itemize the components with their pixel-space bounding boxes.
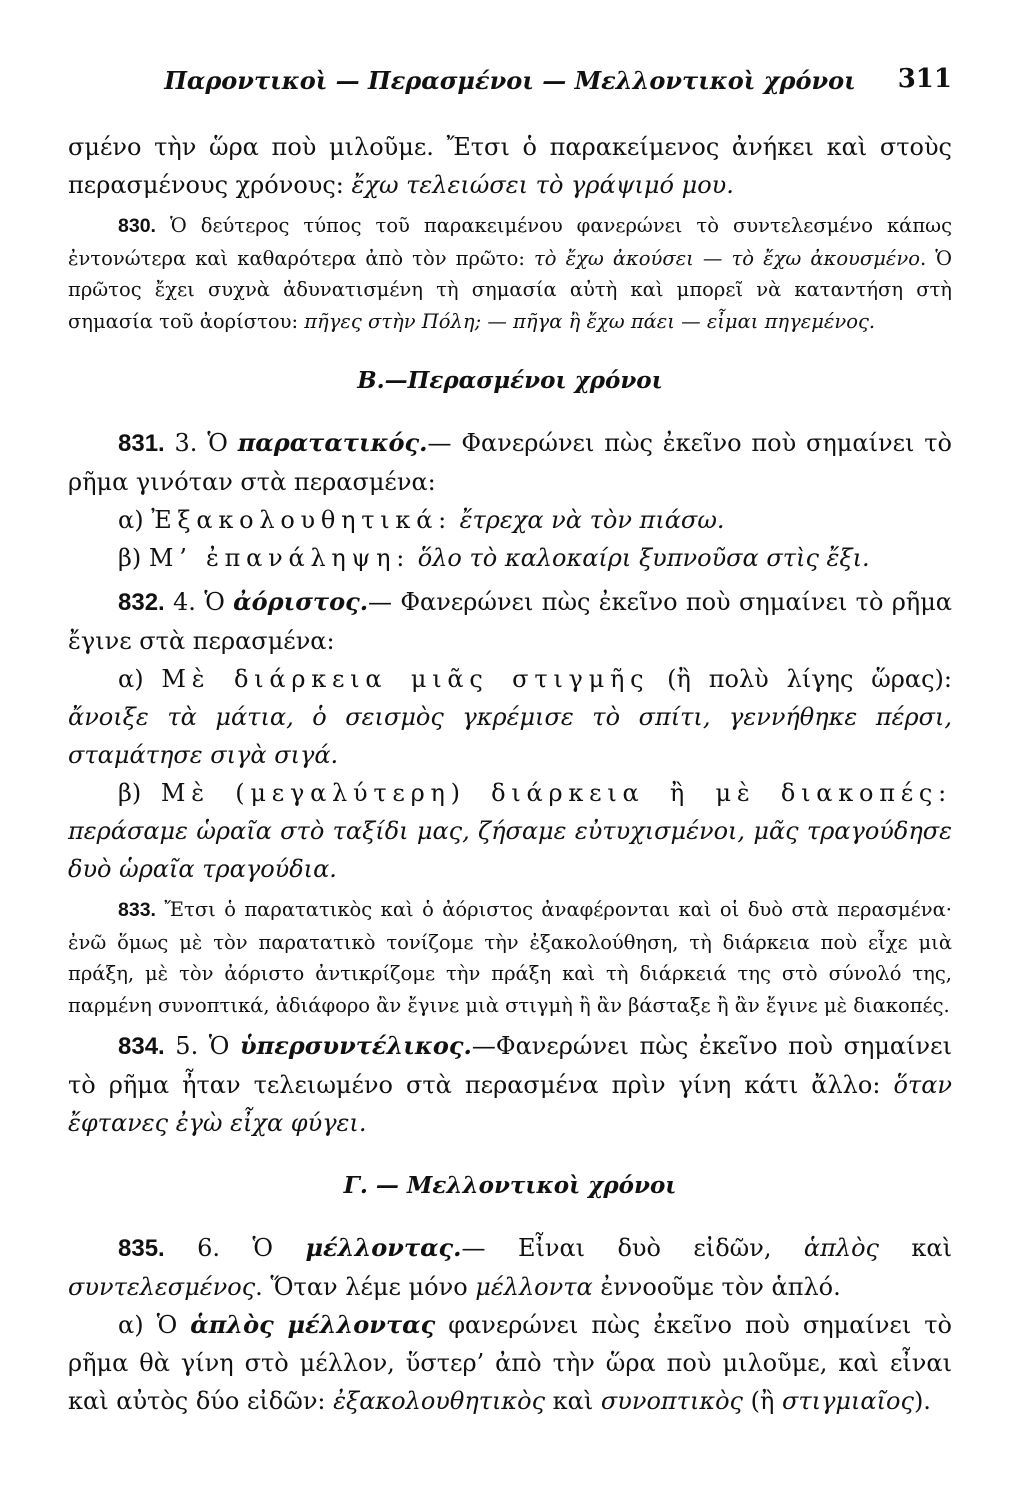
example: ἔτρεχα νὰ τὸν πιάσω. bbox=[452, 506, 725, 534]
paragraph-number: 833. bbox=[118, 899, 156, 921]
text: Ἔτσι ὁ παρατατικὸς καὶ ὁ ἀόριστος ἀναφέρονται καὶ οἱ δυὸ στὰ περασμένα· ἐνῶ ὅμως μὲ τὸν παρατατικὸ τονίζομε τὴν ἐξακολούθηση, τὴ διάρκεια ποὺ εἶχε μιὰ πράξη, μὲ τὸν ἀόριστο ἀντικρίζομε τὴν πράξη καὶ τὴ διάρκειά της στὸ σύνολό της, παρμένη συνοπτικά, ἀδιάφορο ἂν ἔγινε μιὰ στιγμὴ ἢ ἂν βάσταξε ἢ ἂν ἔγινε μὲ διακοπές. bbox=[68, 898, 952, 1017]
item-label: α) bbox=[118, 506, 152, 534]
spaced-term: Μὲ (μεγαλύτερη) διάρκεια ἢ μὲ διακοπές: bbox=[160, 779, 952, 807]
item-label: β) bbox=[118, 779, 161, 807]
example: ὅταν ἔφτανες ἐγὼ εἶχα φύγει. bbox=[68, 1071, 952, 1137]
item-831-a bbox=[68, 501, 952, 539]
text: Ὁ δεύτερος τύπος τοῦ παρακειμένου φανερώνει τὸ συντελεσμένο κάπως ἐντονώτερα καὶ καθαρότερα ἀπὸ τὸν πρῶτο: bbox=[68, 214, 952, 270]
paragraph-number: 834. bbox=[118, 1033, 165, 1060]
item-832-b bbox=[68, 774, 952, 888]
item-835-a bbox=[68, 1306, 952, 1420]
spaced-term: Ἐξακολουθητικά: bbox=[151, 506, 453, 534]
example: συνοπτικὸς bbox=[600, 1387, 743, 1415]
example: περάσαμε ὡραῖα στὸ ταξίδι μας, ζήσαμε εὐτυχισμένοι, μᾶς τραγούδησε δυὸ ὡραῖα τραγούδια. bbox=[68, 817, 952, 883]
item-label: α) Ὁ bbox=[118, 1311, 191, 1339]
example: ἐξακολουθητικὸς bbox=[333, 1387, 546, 1415]
term: ἁπλὸς μέλλοντας bbox=[190, 1310, 436, 1339]
running-title: Παροντικοὶ — Περασμένοι — Μελλοντικοὶ χρόνοι bbox=[164, 66, 856, 95]
example: τὸ ἔχω ἀκούσει — τὸ ἔχω ἀκουσμένο bbox=[533, 246, 920, 270]
intro-text: σμένο τὴν ὥρα ποὺ μιλοῦμε. Ἔτσι ὁ παρακείμενος ἀνήκει καὶ στοὺς περασμένους χρόνους: bbox=[68, 133, 952, 199]
page-header bbox=[68, 62, 952, 102]
example: μέλλοντα bbox=[475, 1273, 593, 1301]
term: ἀόριστος. bbox=[233, 587, 369, 616]
text: ἐννοοῦμε τὸν ἁπλό. bbox=[592, 1273, 841, 1301]
paragraph-834 bbox=[68, 1027, 952, 1142]
text: —Φανερώνει πὼς ἐκεῖνο ποὺ σημαίνει τὸ ρῆμα ἦταν τελειωμένο στὰ περασμένα πρὶν γίνη κάτι ἄλλο: bbox=[68, 1032, 952, 1099]
text: . Ὁ πρῶτος ἔχει συχνὰ ἀδυνατισμένη τὴ σημασία αὐτὴ καὶ μπορεῖ νὰ καταντήση στὴ σημασία τοῦ ἀορίστου: bbox=[68, 246, 952, 333]
spaced-term: Μὲ διάρκεια μιᾶς στιγμῆς bbox=[161, 665, 650, 693]
term: ὑπερσυντέλικος. bbox=[239, 1031, 472, 1060]
text: 4. Ὁ bbox=[164, 588, 234, 616]
example: ἁπλὸς bbox=[803, 1234, 879, 1262]
term: μέλλοντας. bbox=[305, 1233, 462, 1262]
text: καὶ bbox=[545, 1387, 601, 1415]
term: παρατατικός. bbox=[237, 428, 428, 457]
text: ). bbox=[913, 1387, 931, 1415]
item-label: α) bbox=[118, 665, 162, 693]
paragraph-number: 830. bbox=[118, 215, 156, 237]
text: 6. Ὁ bbox=[164, 1234, 306, 1262]
paragraph-833 bbox=[68, 894, 952, 1021]
text: (ἢ πολὺ λίγης ὥρας): bbox=[649, 665, 952, 693]
text: — Εἶναι δυὸ εἰδῶν, bbox=[461, 1234, 804, 1262]
paragraph-number: 832. bbox=[118, 589, 165, 616]
paragraph-832 bbox=[68, 583, 952, 660]
example: ὅλο τὸ καλοκαίρι ξυπνοῦσα στὶς ἔξι. bbox=[410, 544, 870, 572]
text: — Φανερώνει πὼς ἐκεῖνο ποὺ σημαίνει τὸ ρῆμα ἔγινε στὰ περασμένα: bbox=[68, 588, 952, 655]
text: — Φανερώνει πὼς ἐκεῖνο ποὺ σημαίνει τὸ ρῆμα γινόταν στὰ περασμένα: bbox=[68, 429, 952, 496]
text: 5. Ὁ bbox=[164, 1032, 240, 1060]
text: φανερώνει πὼς ἐκεῖνο ποὺ σημαίνει τὸ ρῆμα θὰ γίνη στὸ μέλλον, ὕστερ’ ἀπὸ τὴν ὥρα ποὺ μιλοῦμε, καὶ εἶναι καὶ αὐτὸς δύο εἰδῶν: bbox=[68, 1311, 953, 1415]
section-heading-c: Γ. — Μελλοντικοὶ χρόνοι bbox=[343, 1172, 677, 1199]
example: πῆγες στὴν Πόλη; — πῆγα ἢ ἔχω πάει — εἶμαι πηγεμένος. bbox=[304, 309, 876, 333]
intro-example: ἔχω τελειώσει τὸ γράψιμό μου. bbox=[351, 171, 734, 199]
text: . Ὅταν λέμε μόνο bbox=[255, 1273, 476, 1301]
item-832-a bbox=[68, 660, 952, 774]
paragraph-835 bbox=[68, 1229, 952, 1306]
item-831-b bbox=[68, 539, 952, 577]
paragraph-number: 831. bbox=[118, 430, 165, 457]
example: ἄνοιξε τὰ μάτια, ὁ σεισμὸς γκρέμισε τὸ σπίτι, γεννήθηκε πέρσι, σταμάτησε σιγὰ σιγά. bbox=[68, 703, 952, 769]
example: στιγμιαῖος bbox=[782, 1387, 914, 1415]
spaced-term: Μ’ ἐπανάληψη: bbox=[148, 544, 411, 572]
paragraph-830 bbox=[68, 210, 952, 337]
page-content bbox=[68, 128, 952, 1420]
paragraph-number: 835. bbox=[118, 1235, 165, 1262]
section-heading-b: Β.—Περασμένοι χρόνοι bbox=[357, 367, 663, 394]
page-number: 311 bbox=[897, 64, 952, 94]
text: (ἢ bbox=[743, 1387, 782, 1415]
paragraph-831 bbox=[68, 424, 952, 501]
text: 3. Ὁ bbox=[164, 429, 238, 457]
intro-paragraph bbox=[68, 128, 952, 204]
item-label: β) bbox=[118, 544, 149, 572]
text: καὶ bbox=[878, 1234, 952, 1262]
example: συντελεσμένος bbox=[68, 1273, 256, 1301]
